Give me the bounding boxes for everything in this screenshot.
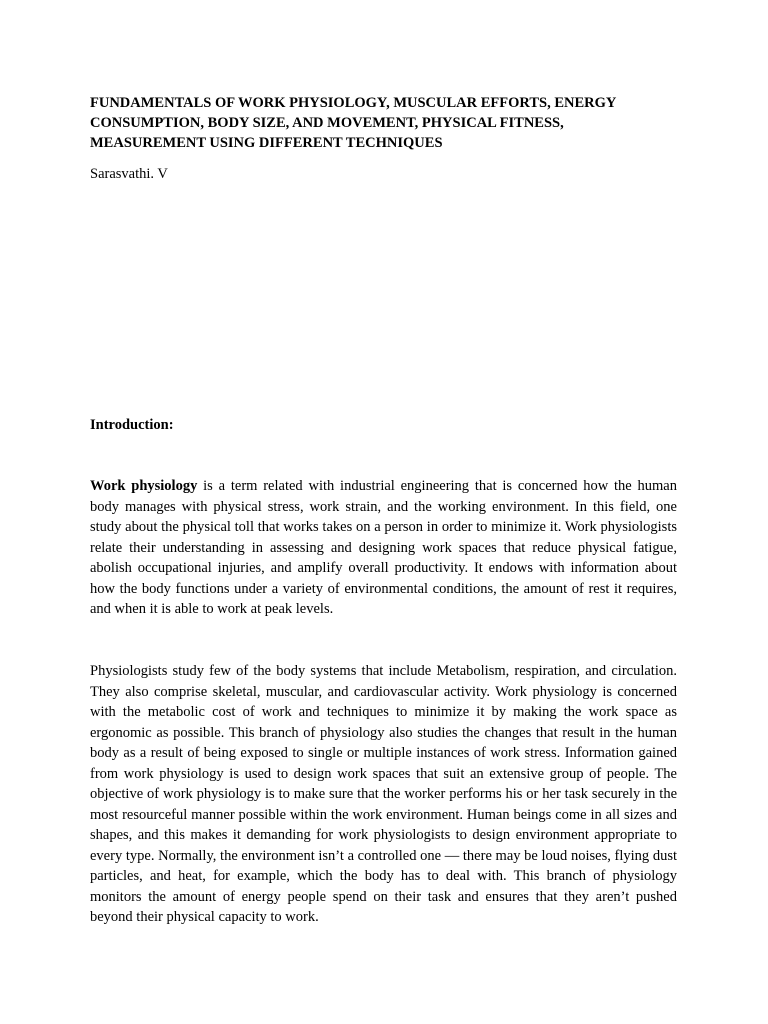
key-term-work-physiology: Work physiology xyxy=(90,478,198,494)
introduction-paragraph-1 xyxy=(90,476,677,620)
document-title: FUNDAMENTALS OF WORK PHYSIOLOGY, MUSCULAR EFFORTS, ENERGY CONSUMPTION, BODY SIZE, AND MOVEMENT, PHYSICAL FITNESS, MEASUREMENT USING DIFFERENT TECHNIQUES xyxy=(90,95,616,151)
paragraph-1-text: is a term related with industrial engineering that is concerned how the human body manages with physical stress, work strain, and the working environment. In this field, one study about the physical toll that works takes on a person in order to minimize it. Work physiologists relate their understanding in assessing and designing work spaces that reduce physical fatigue, abolish occupational injuries, and amplify overall productivity. It endows with information about how the body functions under a variety of environmental conditions, the amount of rest it requires, and when it is able to work at peak levels. xyxy=(90,478,677,617)
introduction-heading: Introduction: xyxy=(90,417,174,433)
introduction-paragraph-2: Physiologists study few of the body systems that include Metabolism, respiration, and circulation. They also comprise skeletal, muscular, and cardiovascular activity. Work physiology is concerned with the metabolic cost of work and techniques to minimize it by making the work space as ergonomic as possible. This branch of physiology also studies the changes that result in the human body as a result of being exposed to single or multiple instances of work stress. Information gained from work physiology is used to design work spaces that suit an extensive group of people. The objective of work physiology is to make sure that the worker performs his or her task securely in the most resourceful manner possible within the work environment. Human beings come in all sizes and shapes, and this makes it demanding for work physiologists to design environment appropriate to every type. Normally, the environment isn’t a controlled one — there may be loud noises, flying dust particles, and heat, for example, which the body has to deal with. This branch of physiology monitors the amount of energy people spend on their task and ensures that they aren’t pushed beyond their physical capacity to work. xyxy=(90,663,677,925)
author-name: Sarasvathi. V xyxy=(90,166,168,182)
